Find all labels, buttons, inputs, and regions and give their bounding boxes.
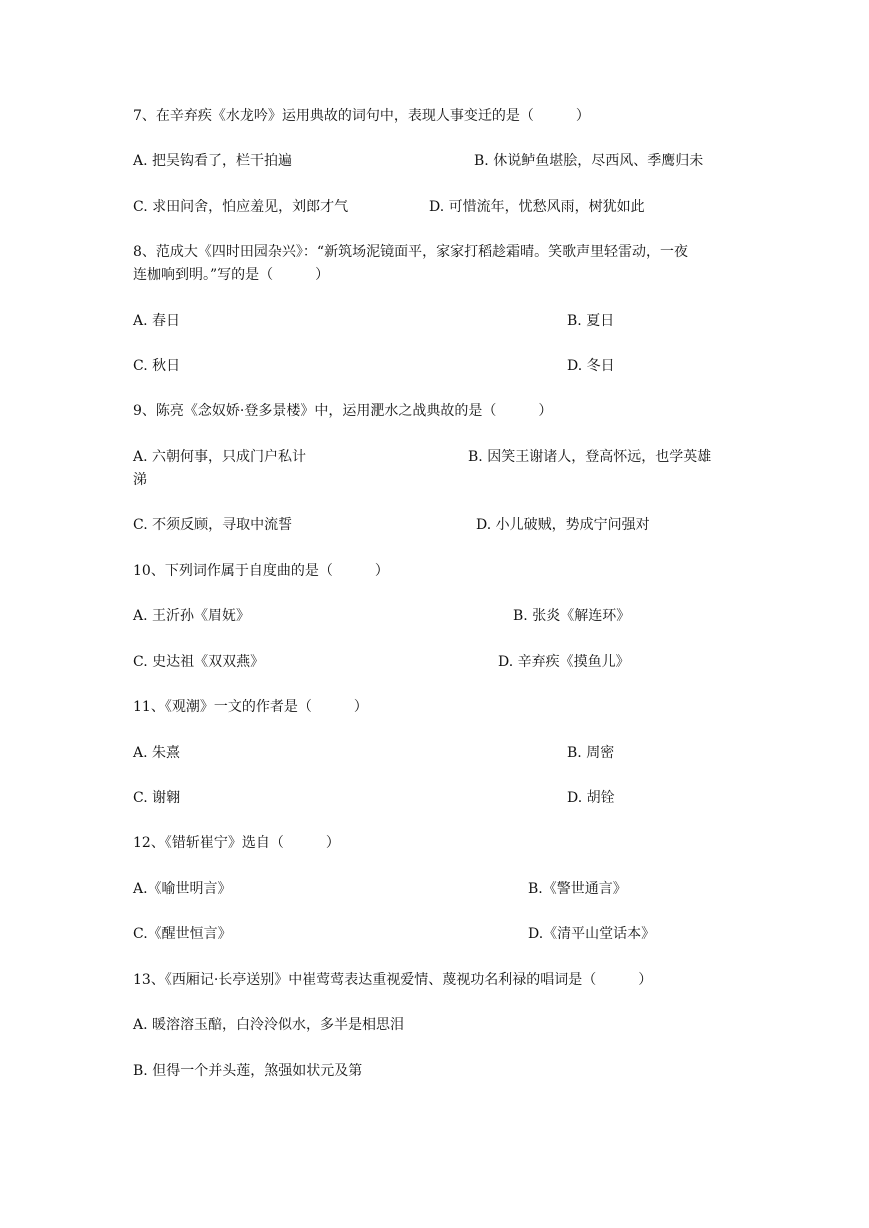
question-12-option-c: C.《醒世恒言》	[133, 926, 232, 942]
question-11-option-c: C. 谢翱	[133, 790, 181, 806]
question-8-stem-line1: 8、范成大《四时田园杂兴》：“新筑场泥镜面平，家家打稻趁霜晴。笑歌声里轻雷动，一夜	[133, 244, 689, 260]
question-9-option-c: C. 不须反顾，寻取中流誓	[133, 517, 293, 533]
question-10-option-c: C. 史达祖《双双燕》	[133, 654, 265, 670]
question-8-option-d: D. 冬日	[567, 358, 615, 374]
question-8-option-a: A. 春日	[133, 313, 181, 329]
question-9-stem: 9、陈亮《念奴娇·登多景楼》中，运用淝水之战典故的是（ ）	[133, 403, 553, 419]
question-8-option-b: B. 夏日	[567, 313, 615, 329]
question-11-option-a: A. 朱熹	[133, 745, 181, 761]
question-10-stem: 10、下列词作属于自度曲的是（ ）	[133, 563, 389, 579]
question-12-option-a: A.《喻世明言》	[133, 881, 232, 897]
question-12-stem: 12、《错斩崔宁》选自（ ）	[133, 835, 340, 851]
question-7-option-a: A. 把吴钩看了，栏干拍遍	[133, 153, 293, 169]
question-13-option-b: B. 但得一个并头莲，煞强如状元及第	[133, 1063, 363, 1079]
question-10-option-b: B. 张炎《解连环》	[513, 608, 631, 624]
question-12-option-d: D.《清平山堂话本》	[528, 926, 656, 942]
question-9-option-d: D. 小儿破贼，势成宁问强对	[476, 517, 650, 533]
question-7-option-d: D. 可惜流年，忧愁风雨，树犹如此	[429, 199, 645, 215]
question-9-option-b-line1: B. 因笑王谢诸人，登高怀远，也学英雄	[468, 449, 712, 465]
question-10-option-a: A. 王沂孙《眉妩》	[133, 608, 251, 624]
question-7-option-c: C. 求田问舍，怕应羞见，刘郎才气	[133, 199, 349, 215]
question-11-stem: 11、《观潮》一文的作者是（ ）	[133, 699, 368, 715]
question-8-option-c: C. 秋日	[133, 358, 181, 374]
question-11-option-b: B. 周密	[567, 745, 615, 761]
question-12-option-b: B.《警世通言》	[528, 881, 627, 897]
question-7-stem: 7、在辛弃疾《水龙吟》运用典故的词句中，表现人事变迁的是（ ）	[133, 108, 590, 124]
question-9-option-a: A. 六朝何事，只成门户私计	[133, 449, 307, 465]
question-11-option-d: D. 胡铨	[567, 790, 615, 806]
question-13-stem: 13、《西厢记·长亭送别》中崔莺莺表达重视爱情、蔑视功名利禄的唱词是（ ）	[133, 972, 653, 988]
question-8-stem-line2: 连枷响到明。”写的是（ ）	[133, 267, 330, 283]
question-10-option-d: D. 辛弃疾《摸鱼儿》	[498, 654, 630, 670]
question-9-option-b-line2: 涕	[133, 472, 147, 488]
question-7-option-b: B. 休说鲈鱼堪脍，尽西风、季鹰归未	[474, 153, 704, 169]
question-13-option-a: A. 暖溶溶玉醅，白泠泠似水，多半是相思泪	[133, 1017, 405, 1033]
